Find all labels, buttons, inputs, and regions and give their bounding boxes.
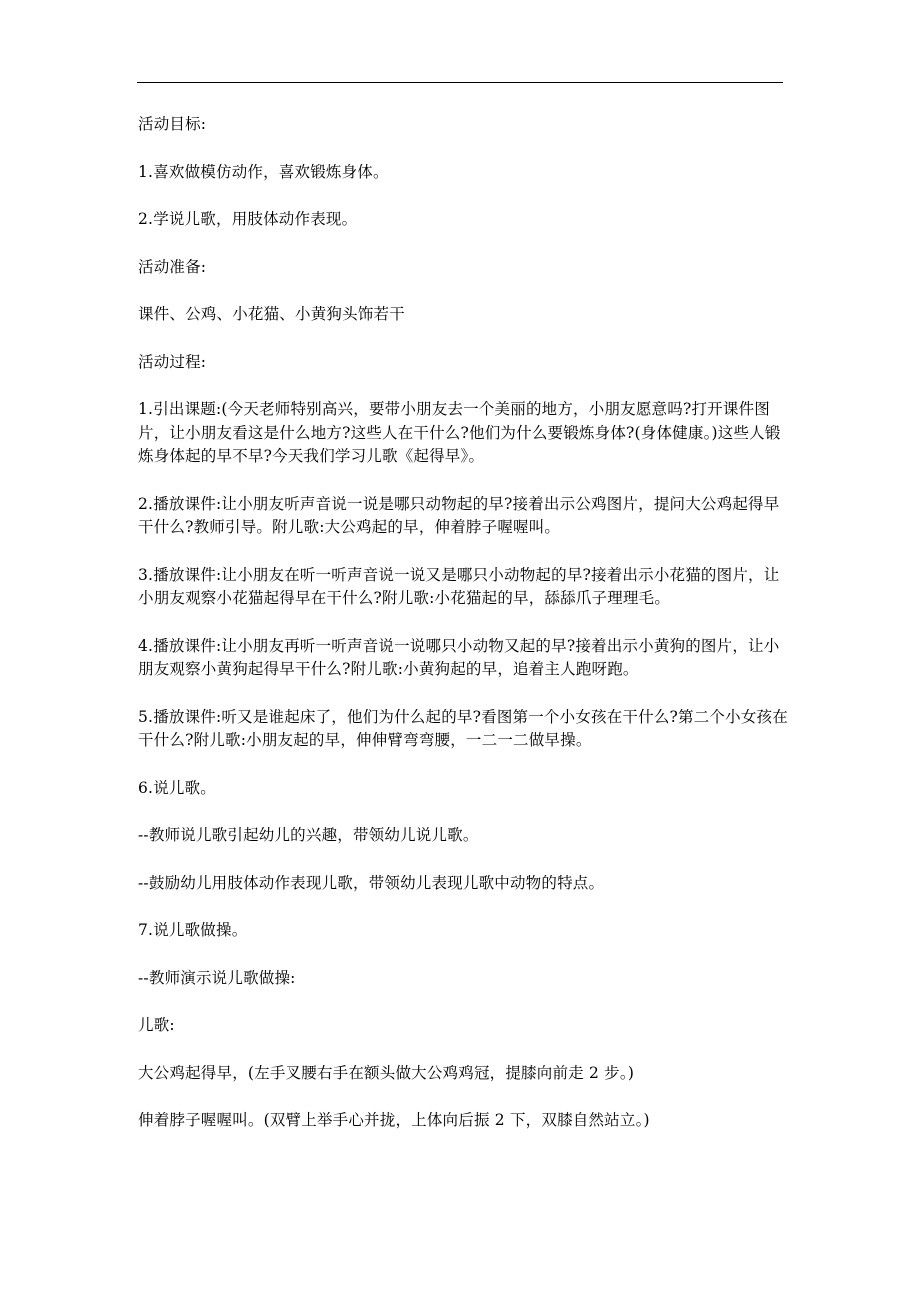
objective-2: 2.学说儿歌，用肢体动作表现。 (138, 210, 358, 228)
rhyme-line-2: 伸着脖子喔喔叫。(双臂上举手心并拢，上体向后振 2 下，双膝自然站立。) (138, 1111, 650, 1129)
process-step-7: 7.说儿歌做操。 (138, 921, 248, 939)
process-step-6: 6.说儿歌。 (138, 778, 216, 797)
document-body (138, 113, 788, 1133)
heading-process: 活动过程: (138, 352, 207, 371)
process-step-3: 3.播放课件:让小朋友在听一听声音说一说又是哪只小动物起的早?接着出示小花猫的图片，让小朋友观察小花猫起得早在干什么?附儿歌:小花猫起的早，舔舔爪子理理毛。 (138, 565, 780, 607)
objective-1: 1.喜欢做模仿动作，喜欢锻炼身体。 (138, 162, 389, 181)
process-step-2: 2.播放课件:让小朋友听声音说一说是哪只动物起的早?接着出示公鸡图片，提问大公鸡起得早干什么?教师引导。附儿歌:大公鸡起的早，伸着脖子喔喔叫。 (138, 494, 780, 536)
process-step-5: 5.播放课件:听又是谁起床了，他们为什么起的早?看图第一个小女孩在干什么?第二个小女孩在干什么?附儿歌:小朋友起的早，伸伸臂弯弯腰，一二一二做早操。 (138, 707, 788, 749)
rhyme-heading: 儿歌: (138, 1016, 175, 1034)
process-step-6-sub-1: --教师说儿歌引起幼儿的兴趣，带领幼儿说儿歌。 (138, 826, 479, 844)
process-step-4: 4.播放课件:让小朋友再听一听声音说一说哪只小动物又起的早?接着出示小黄狗的图片，让小朋友观察小黄狗起得早干什么?附儿歌:小黄狗起的早，追着主人跑呀跑。 (138, 636, 780, 678)
process-step-1: 1.引出课题:(今天老师特别高兴，要带小朋友去一个美丽的地方，小朋友愿意吗?打开课件图片，让小朋友看这是什么地方?这些人在干什么?他们为什么要锻炼身体?(身体健康。)这些人锻炼身体起的早不早?今天我们学习儿歌《起得早》。 (138, 400, 781, 465)
preparation-items: 课件、公鸡、小花猫、小黄狗头饰若干 (138, 305, 405, 323)
header-rule (137, 82, 783, 83)
process-step-7-sub-1: --教师演示说儿歌做操: (138, 968, 296, 987)
heading-preparation: 活动准备: (138, 257, 207, 276)
rhyme-line-1: 大公鸡起得早，(左手叉腰右手在额头做大公鸡鸡冠，提膝向前走 2 步。) (138, 1063, 635, 1082)
heading-objectives: 活动目标: (138, 115, 207, 133)
process-step-6-sub-2: --鼓励幼儿用肢体动作表现儿歌，带领幼儿表现儿歌中动物的特点。 (138, 873, 605, 892)
